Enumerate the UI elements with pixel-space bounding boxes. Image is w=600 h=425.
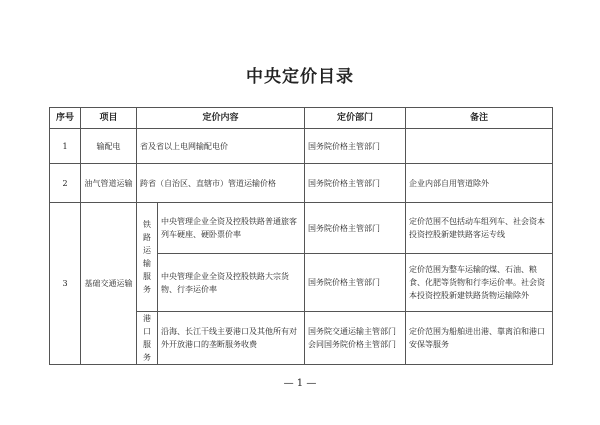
row-item: 基础交通运输: [81, 203, 137, 365]
row-content: 中央管理企业全资及控股铁路大宗货物、行李运价率: [158, 254, 305, 312]
row-content: 省及省以上电网输配电价: [137, 129, 305, 164]
sub-item-port-service: 港口服务: [137, 312, 158, 365]
row-item: 输配电: [81, 129, 137, 164]
header-note: 备注: [406, 108, 553, 129]
header-number: 序号: [50, 108, 81, 129]
row-number: 1: [50, 129, 81, 164]
row-department: 国务院价格主管部门: [305, 164, 406, 203]
header-department: 定价部门: [305, 108, 406, 129]
row-item: 油气管道运输: [81, 164, 137, 203]
sub-item-rail-service: 铁路运输服务: [137, 203, 158, 312]
row-note: 企业内部自用管道除外: [406, 164, 553, 203]
row-content: 跨省（自治区、直辖市）管道运输价格: [137, 164, 305, 203]
table-row: [50, 164, 553, 203]
table-row: [50, 203, 553, 254]
row-note: 定价范围不包括动车组列车、社会资本投资控股新建铁路客运专线: [406, 203, 553, 254]
pricing-catalog-table: [49, 107, 553, 365]
row-note: 定价范围为整车运输的煤、石油、粮食、化肥等货物和行李运价率。社会资本投资控股新建铁路货物运输除外: [406, 254, 553, 312]
row-department: 国务院价格主管部门: [305, 203, 406, 254]
table-header-row: [50, 108, 553, 129]
row-number: 3: [50, 203, 81, 365]
row-note: 定价范围为船舶进出港、靠离泊和港口安保等服务: [406, 312, 553, 365]
page-number: — 1 —: [283, 378, 317, 389]
header-content: 定价内容: [137, 108, 305, 129]
header-item: 项目: [81, 108, 137, 129]
row-note: [406, 129, 553, 164]
table-row: [50, 129, 553, 164]
row-content: 沿海、长江干线主要港口及其他所有对外开放港口的垄断服务收费: [158, 312, 305, 365]
row-content: 中央管理企业全资及控股铁路普通旅客列车硬座、硬卧票价率: [158, 203, 305, 254]
document-title: 中央定价目录: [246, 67, 354, 87]
row-department: 国务院价格主管部门: [305, 129, 406, 164]
row-number: 2: [50, 164, 81, 203]
row-department: 国务院价格主管部门: [305, 254, 406, 312]
row-department: 国务院交通运输主管部门会同国务院价格主管部门: [305, 312, 406, 365]
